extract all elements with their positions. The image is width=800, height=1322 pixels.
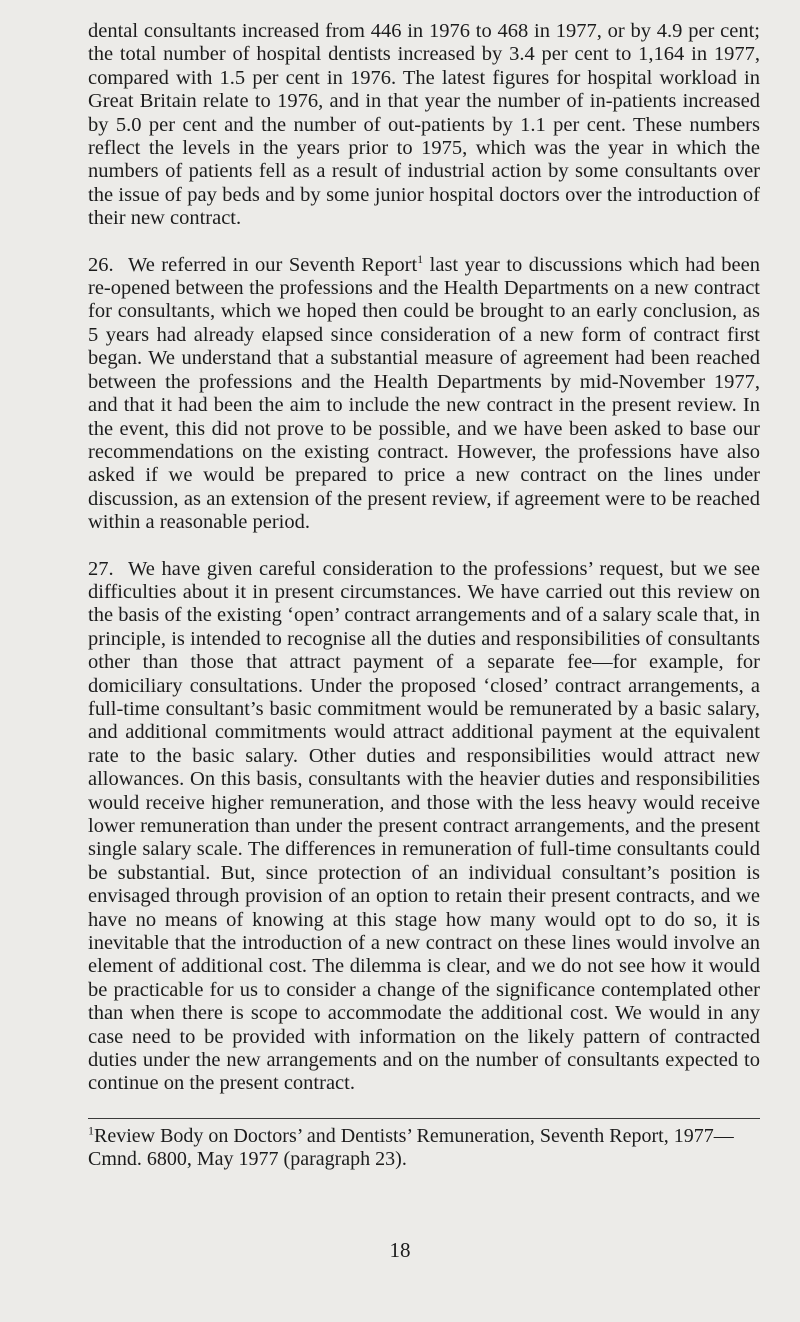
paragraph-number: 27. xyxy=(88,557,114,580)
footnote-divider xyxy=(88,1118,760,1119)
footnote xyxy=(88,1125,760,1171)
paragraph-text: We have given careful consideration to the professions’ request, but we see difficulties about it in present circumstances. We have carried out this review on the basis of the existing ‘open’ contract arrangements and of a salary scale that, in principle, is intended to recognise all the duties and responsibilities of consultants other than those that attract payment of a separate fee—for example, for domiciliary consultations. Under the proposed ‘closed’ contract arrangements, a full-time consultant’s basic commitment would be remunerated by a basic salary, and additional commitments would attract additional payment at the equivalent rate to the basic salary. Other duties and responsibilities would attract new allowances. On this basis, consultants with the heavier duties and responsibilities would receive higher remuneration, and those with the less heavy would receive lower remuneration than under the present contract arrangements, and the present single salary scale. The differences in remuneration of full-time consultants could be substantial. But, since protection of an individual consultant’s position is envisaged through provision of an option to retain their present contracts, and we have no means of knowing at this stage how many would opt to do so, it is inevitable that the introduction of a new contract on these lines would involve an element of additional cost. The dilemma is clear, and we do not see how it would be practicable for us to consider a change of the significance contemplated other than when there is scope to accommodate the additional cost. We would in any case need to be provided with information on the likely pattern of contracted duties under the new arrangements and on the number of consultants expected to continue on the present contract. xyxy=(88,557,760,1095)
paragraph-text: We referred in our Seventh Report xyxy=(128,253,418,276)
paragraph-26 xyxy=(88,251,761,535)
paragraph-number: 26. xyxy=(88,253,114,276)
footnote-mark: 1 xyxy=(88,1123,94,1138)
paragraph-text: dental consultants increased from 446 in 1976 to 468 in 1977, or by 4.9 per cent; the total number of hospital dentists increased by 3.4 per cent to 1,164 in 1977, compared with 1.5 per cent in 1976. The latest figures for hospital workload in Great Britain relate to 1976, and in that year the number of in-patients increased by 5.0 per cent and the number of out-patients by 1.1 per cent. These numbers reflect the levels in the years prior to 1975, which was the year in which the numbers of patients fell as a result of industrial action by some consultants over the issue of pay beds and by some junior hospital doctors over the introduction of their new contract. xyxy=(88,20,760,230)
paragraph-25-continuation xyxy=(88,20,760,231)
paragraph-text: last year to discussions which had been re-opened between the professions and the Health Departments on a new contract for consultants, which we hoped then could be brought to an early conclusion, as 5 years had already elapsed since consideration of a new form of contract first began. We understand that a substantial measure of agreement had been reached between the professions and the Health Departments by mid-November 1977, and that it had been the aim to include the new contract in the present review. In the event, this did not prove to be possible, and we have been asked to base our recommendations on the existing contract. However, the professions have also asked if we would be prepared to price a new contract on the lines under discussion, as an extension of the present review, if agreement were to be reached within a reasonable period. xyxy=(88,253,761,534)
page-number: 18 xyxy=(389,1238,411,1262)
footnote-reference: 1 xyxy=(417,251,424,266)
paragraph-27 xyxy=(88,558,760,1096)
footnote-text: Review Body on Doctors’ and Dentists’ Remuneration, Seventh Report, 1977—Cmnd. 6800, May 1977 (paragraph 23). xyxy=(88,1124,734,1170)
